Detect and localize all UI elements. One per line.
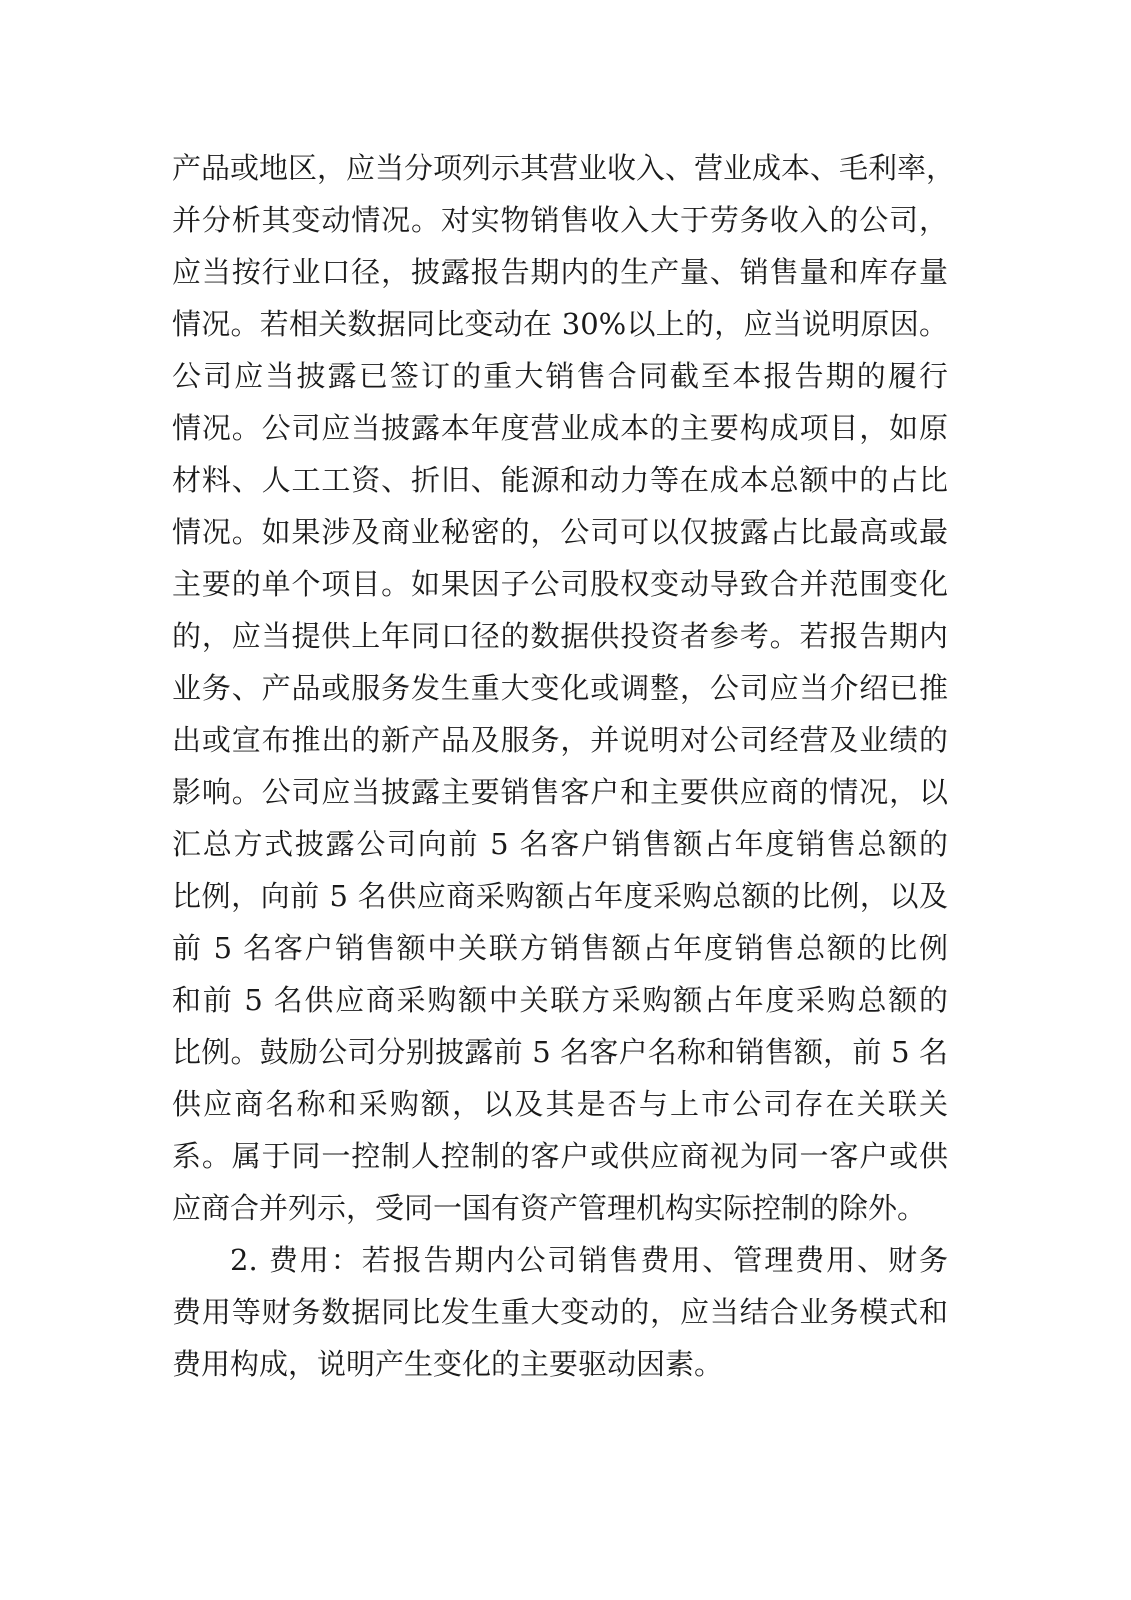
text-line: 费用构成，说明产生变化的主要驱动因素。 — [172, 1347, 724, 1381]
text-line: 前 5 名客户销售额中关联方销售额占年度销售总额的比例 — [172, 931, 948, 965]
text-line: 应商合并列示，受同一国有资产管理机构实际控制的除外。 — [172, 1191, 927, 1225]
text-line: 的，应当提供上年同口径的数据供投资者参考。若报告期内 — [172, 619, 948, 653]
text-line: 比例，向前 5 名供应商采购额占年度采购总额的比例，以及 — [172, 879, 948, 913]
text-line: 材料、人工工资、折旧、能源和动力等在成本总额中的占比 — [172, 463, 948, 497]
text-line: 费用等财务数据同比发生重大变动的，应当结合业务模式和 — [172, 1295, 948, 1329]
text-line: 应当按行业口径，披露报告期内的生产量、销售量和库存量 — [172, 255, 948, 289]
text-line: 并分析其变动情况。对实物销售收入大于劳务收入的公司， — [172, 203, 948, 237]
text-line: 供应商名称和采购额，以及其是否与上市公司存在关联关 — [172, 1087, 948, 1121]
text-line: 汇总方式披露公司向前 5 名客户销售额占年度销售总额的 — [172, 827, 948, 861]
text-line: 公司应当披露已签订的重大销售合同截至本报告期的履行 — [172, 359, 948, 393]
text-line: 和前 5 名供应商采购额中关联方采购额占年度采购总额的 — [172, 983, 948, 1017]
text-line: 出或宣布推出的新产品及服务，并说明对公司经营及业绩的 — [172, 723, 948, 757]
body-text — [172, 142, 956, 1390]
text-line: 系。属于同一控制人控制的客户或供应商视为同一客户或供 — [172, 1139, 948, 1173]
text-line: 情况。若相关数据同比变动在 30%以上的，应当说明原因。 — [172, 307, 948, 341]
text-line: 产品或地区，应当分项列示其营业收入、营业成本、毛利率， — [172, 151, 956, 185]
text-line: 情况。如果涉及商业秘密的，公司可以仅披露占比最高或最 — [172, 515, 948, 549]
text-line: 主要的单个项目。如果因子公司股权变动导致合并范围变化 — [172, 567, 948, 601]
text-line: 情况。公司应当披露本年度营业成本的主要构成项目，如原 — [172, 411, 948, 445]
text-line: 2. 费用：若报告期内公司销售费用、管理费用、财务 — [230, 1243, 948, 1277]
text-line: 业务、产品或服务发生重大变化或调整，公司应当介绍已推 — [172, 671, 948, 705]
text-line: 影响。公司应当披露主要销售客户和主要供应商的情况，以 — [172, 775, 948, 809]
text-line: 比例。鼓励公司分别披露前 5 名客户名称和销售额，前 5 名 — [172, 1035, 948, 1069]
